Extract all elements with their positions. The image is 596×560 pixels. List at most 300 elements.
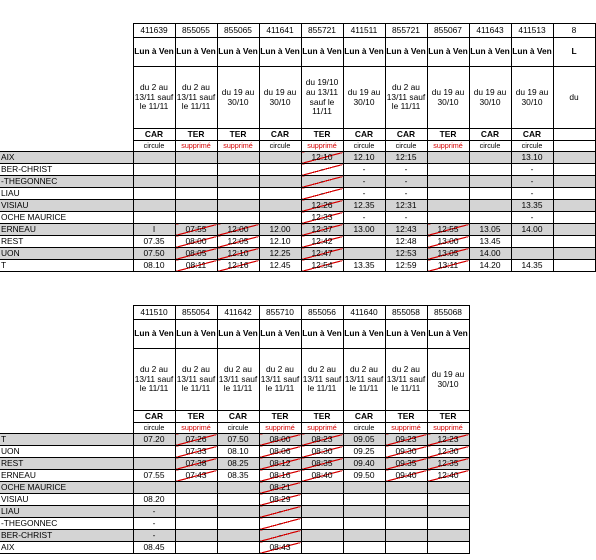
header-spacer (0, 411, 133, 423)
station-row (0, 200, 595, 212)
train-status: circule (217, 423, 259, 434)
train-status: circule (133, 423, 175, 434)
train-days: Lun à Ven (301, 38, 343, 67)
time-cell (553, 176, 595, 188)
time-cell: 13:11 (427, 260, 469, 272)
time-cell (217, 518, 259, 530)
time-cell (553, 224, 595, 236)
time-cell (385, 542, 427, 554)
train-number: 855055 (175, 24, 217, 38)
train-period: du 2 au 13/11 sauf le 11/11 (259, 349, 301, 411)
train-days: Lun à Ven (385, 38, 427, 67)
time-cell: - (259, 518, 301, 530)
station-name: REST (0, 458, 133, 470)
train-period: du 19 au 30/10 (427, 349, 469, 411)
station-row (0, 188, 595, 200)
station-name: VISIAU (0, 200, 133, 212)
time-cell: 07.50 (217, 434, 259, 446)
station-name: LIAU (0, 188, 133, 200)
time-cell: 12.00 (259, 224, 301, 236)
time-cell (301, 518, 343, 530)
time-cell (553, 248, 595, 260)
header-spacer (0, 67, 133, 129)
station-row (0, 530, 469, 542)
time-cell (217, 200, 259, 212)
time-cell: 12:42 (301, 236, 343, 248)
station-row (0, 224, 595, 236)
time-cell: 07:55 (175, 224, 217, 236)
time-cell (511, 248, 553, 260)
time-cell (469, 188, 511, 200)
station-name: OCHE MAURICE (0, 482, 133, 494)
train-type: TER (385, 411, 427, 423)
time-cell (427, 518, 469, 530)
time-cell: 07.35 (133, 236, 175, 248)
time-cell: 12:10 (301, 152, 343, 164)
station-name: LIAU (0, 506, 133, 518)
station-name: BER-CHRIST (0, 164, 133, 176)
station-row (0, 494, 469, 506)
time-cell (259, 164, 301, 176)
time-cell (133, 458, 175, 470)
station-name: ERNEAU (0, 224, 133, 236)
train-days: Lun à Ven (301, 320, 343, 349)
header-spacer (0, 320, 133, 349)
time-cell: 08:12 (259, 458, 301, 470)
train-type: CAR (217, 411, 259, 423)
station-name: T (0, 434, 133, 446)
time-cell (553, 164, 595, 176)
train-period: du 19 au 30/10 (343, 67, 385, 129)
train-status: supprimé (175, 423, 217, 434)
train-number: 411642 (217, 306, 259, 320)
header-spacer (0, 38, 133, 67)
time-cell (343, 518, 385, 530)
time-cell (133, 446, 175, 458)
train-days: Lun à Ven (217, 38, 259, 67)
time-cell: 08:11 (175, 260, 217, 272)
train-status: supprimé (175, 141, 217, 152)
time-cell (553, 236, 595, 248)
time-cell (175, 482, 217, 494)
time-cell: - (259, 530, 301, 542)
time-cell (469, 152, 511, 164)
time-cell (427, 188, 469, 200)
time-cell (427, 200, 469, 212)
time-cell: 12:59 (385, 260, 427, 272)
train-days: Lun à Ven (175, 38, 217, 67)
train-status: supprimé (427, 141, 469, 152)
time-cell (469, 176, 511, 188)
train-number: 8 (553, 24, 595, 38)
time-cell (217, 188, 259, 200)
time-cell: 13.10 (511, 152, 553, 164)
time-cell (259, 188, 301, 200)
time-cell: 08.45 (133, 542, 175, 554)
time-cell (427, 164, 469, 176)
time-cell: 08.20 (133, 494, 175, 506)
train-number: 855068 (427, 306, 469, 320)
time-cell (133, 200, 175, 212)
header-spacer (0, 141, 133, 152)
train-period: du (553, 67, 595, 129)
time-cell (175, 152, 217, 164)
time-cell: 08:05 (175, 248, 217, 260)
station-name: UON (0, 248, 133, 260)
time-cell: 08.35 (217, 470, 259, 482)
train-status: circule (259, 141, 301, 152)
time-cell (301, 542, 343, 554)
station-row (0, 164, 595, 176)
time-cell: 08:00 (259, 434, 301, 446)
time-cell: 08.10 (217, 446, 259, 458)
time-cell: 12:26 (301, 200, 343, 212)
station-name: -THEGONNEC (0, 518, 133, 530)
time-cell: - (301, 164, 343, 176)
time-cell (301, 530, 343, 542)
time-cell: 12:10 (217, 248, 259, 260)
time-cell: 12:47 (301, 248, 343, 260)
header-spacer (0, 24, 133, 38)
time-cell (175, 176, 217, 188)
train-period: du 19 au 30/10 (217, 67, 259, 129)
train-days: Lun à Ven (217, 320, 259, 349)
time-cell: 07.50 (133, 248, 175, 260)
station-row (0, 212, 595, 224)
time-cell: - (343, 164, 385, 176)
train-type: CAR (133, 411, 175, 423)
time-cell: - (511, 188, 553, 200)
station-name: -THEGONNEC (0, 176, 133, 188)
time-cell: 12.25 (259, 248, 301, 260)
time-cell: 08:21 (259, 482, 301, 494)
train-type: TER (175, 411, 217, 423)
time-cell (217, 152, 259, 164)
time-cell: - (511, 164, 553, 176)
time-cell (385, 506, 427, 518)
time-cell (301, 482, 343, 494)
train-status: supprimé (301, 141, 343, 152)
train-status: circule (343, 423, 385, 434)
time-cell (553, 152, 595, 164)
timetable-bottom (0, 305, 470, 554)
station-row (0, 458, 469, 470)
train-days: Lun à Ven (259, 320, 301, 349)
time-cell (343, 248, 385, 260)
time-cell: 08:06 (259, 446, 301, 458)
time-cell: 12:53 (385, 248, 427, 260)
train-status: circule (469, 141, 511, 152)
train-status: circule (511, 141, 553, 152)
time-cell: 12:30 (427, 446, 469, 458)
time-cell: 09:23 (385, 434, 427, 446)
time-cell: 12:00 (217, 224, 259, 236)
station-row (0, 542, 469, 554)
train-period: du 19 au 30/10 (469, 67, 511, 129)
time-cell: 09:35 (385, 458, 427, 470)
train-type: CAR (343, 129, 385, 141)
train-type: TER (259, 411, 301, 423)
train-days: Lun à Ven (133, 38, 175, 67)
time-cell: 13.05 (469, 224, 511, 236)
station-name: REST (0, 236, 133, 248)
time-cell: 12:23 (427, 434, 469, 446)
time-cell: 12:55 (427, 224, 469, 236)
time-cell (427, 530, 469, 542)
time-cell (469, 164, 511, 176)
train-days: Lun à Ven (469, 38, 511, 67)
train-type: CAR (343, 411, 385, 423)
time-cell: 12:35 (427, 458, 469, 470)
time-cell (133, 188, 175, 200)
timetable-top (0, 23, 596, 272)
time-cell (427, 176, 469, 188)
time-cell: 07:43 (175, 470, 217, 482)
time-cell (133, 152, 175, 164)
train-number: 855067 (427, 24, 469, 38)
time-cell (217, 506, 259, 518)
station-row (0, 176, 595, 188)
time-cell: - (301, 188, 343, 200)
train-type: TER (301, 129, 343, 141)
station-name: VISIAU (0, 494, 133, 506)
time-cell (217, 482, 259, 494)
train-days: Lun à Ven (385, 320, 427, 349)
train-type: TER (217, 129, 259, 141)
time-cell: - (385, 176, 427, 188)
time-cell (175, 200, 217, 212)
train-type: CAR (259, 129, 301, 141)
time-cell: - (511, 212, 553, 224)
time-cell (175, 530, 217, 542)
train-days: Lun à Ven (175, 320, 217, 349)
time-cell: 12:05 (217, 236, 259, 248)
train-period: du 2 au 13/11 sauf le 11/11 (133, 67, 175, 129)
train-days: Lun à Ven (511, 38, 553, 67)
train-number: 855054 (175, 306, 217, 320)
station-name: UON (0, 446, 133, 458)
time-cell: - (133, 530, 175, 542)
station-name: BER-CHRIST (0, 530, 133, 542)
train-status: circule (385, 141, 427, 152)
time-cell (259, 212, 301, 224)
train-number: 855065 (217, 24, 259, 38)
time-cell: 09.05 (343, 434, 385, 446)
station-name: OCHE MAURICE (0, 212, 133, 224)
time-cell: 07:26 (175, 434, 217, 446)
time-cell: 14.00 (469, 248, 511, 260)
station-name: T (0, 260, 133, 272)
time-cell: 13.35 (343, 260, 385, 272)
time-cell (343, 482, 385, 494)
time-cell (385, 494, 427, 506)
time-cell (427, 152, 469, 164)
train-period: du 19 au 30/10 (259, 67, 301, 129)
time-cell (385, 518, 427, 530)
time-cell: 13:05 (427, 248, 469, 260)
time-cell (217, 530, 259, 542)
time-cell: 12.35 (343, 200, 385, 212)
train-status: supprimé (259, 423, 301, 434)
time-cell: 13.35 (511, 200, 553, 212)
time-cell (175, 188, 217, 200)
header-spacer (0, 306, 133, 320)
train-days: L (553, 38, 595, 67)
time-cell: 09:30 (385, 446, 427, 458)
time-cell: - (385, 212, 427, 224)
time-cell: 12:16 (217, 260, 259, 272)
station-row (0, 506, 469, 518)
train-status: supprimé (427, 423, 469, 434)
train-period: du 19 au 30/10 (427, 67, 469, 129)
train-number: 411641 (259, 24, 301, 38)
train-period: du 2 au 13/11 sauf le 11/11 (385, 67, 427, 129)
time-cell: - (343, 188, 385, 200)
train-status: supprimé (301, 423, 343, 434)
time-cell: 13.45 (469, 236, 511, 248)
station-row (0, 470, 469, 482)
time-cell (217, 494, 259, 506)
time-cell (133, 176, 175, 188)
time-cell: 08:40 (301, 470, 343, 482)
train-period: du 2 au 13/11 sauf le 11/11 (385, 349, 427, 411)
time-cell (343, 494, 385, 506)
train-period: du 2 au 13/11 sauf le 11/11 (343, 349, 385, 411)
time-cell (427, 506, 469, 518)
train-number: 411640 (343, 306, 385, 320)
train-days: Lun à Ven (343, 38, 385, 67)
time-cell: 08:23 (301, 434, 343, 446)
train-status: circule (343, 141, 385, 152)
station-row (0, 260, 595, 272)
time-cell: 12.10 (343, 152, 385, 164)
time-cell: 08:43 (259, 542, 301, 554)
time-cell (175, 518, 217, 530)
train-status: circule (133, 141, 175, 152)
train-number: 411643 (469, 24, 511, 38)
time-cell (343, 530, 385, 542)
time-cell: 12.45 (259, 260, 301, 272)
time-cell: 14.00 (511, 224, 553, 236)
train-number: 855058 (385, 306, 427, 320)
train-type: CAR (469, 129, 511, 141)
time-cell: 13.00 (343, 224, 385, 236)
time-cell: 07.20 (133, 434, 175, 446)
time-cell (301, 494, 343, 506)
train-number: 411511 (343, 24, 385, 38)
time-cell: 07:38 (175, 458, 217, 470)
time-cell: - (385, 188, 427, 200)
header-spacer (0, 423, 133, 434)
train-number: 855721 (385, 24, 427, 38)
time-cell: I (133, 224, 175, 236)
time-cell: 12:33 (301, 212, 343, 224)
train-period: du 19 au 30/10 (511, 67, 553, 129)
train-days: Lun à Ven (427, 38, 469, 67)
time-cell (511, 236, 553, 248)
time-cell: 08:35 (301, 458, 343, 470)
train-type: CAR (511, 129, 553, 141)
time-cell: - (133, 518, 175, 530)
train-number: 411639 (133, 24, 175, 38)
header-spacer (0, 349, 133, 411)
train-type: CAR (385, 129, 427, 141)
train-number: 855721 (301, 24, 343, 38)
train-type: TER (175, 129, 217, 141)
time-cell: 08.25 (217, 458, 259, 470)
time-cell (175, 494, 217, 506)
time-cell (133, 212, 175, 224)
time-cell (427, 542, 469, 554)
train-number: 855056 (301, 306, 343, 320)
time-cell (343, 542, 385, 554)
time-cell: 09.40 (343, 458, 385, 470)
time-cell: 09.25 (343, 446, 385, 458)
station-row (0, 236, 595, 248)
time-cell: 12:15 (385, 152, 427, 164)
station-name: AIX (0, 152, 133, 164)
time-cell (259, 200, 301, 212)
station-row (0, 482, 469, 494)
time-cell (343, 236, 385, 248)
time-cell: 09.50 (343, 470, 385, 482)
time-cell (259, 176, 301, 188)
train-days: Lun à Ven (343, 320, 385, 349)
time-cell (175, 506, 217, 518)
train-period: du 2 au 13/11 sauf le 11/11 (217, 349, 259, 411)
station-row (0, 152, 595, 164)
time-cell: - (511, 176, 553, 188)
time-cell: 12.10 (259, 236, 301, 248)
station-name: ERNEAU (0, 470, 133, 482)
train-days: Lun à Ven (259, 38, 301, 67)
time-cell: - (301, 176, 343, 188)
train-period: du 19/10 au 13/11 sauf le 11/11 (301, 67, 343, 129)
time-cell (133, 164, 175, 176)
time-cell: - (343, 212, 385, 224)
station-row (0, 446, 469, 458)
time-cell: 07:33 (175, 446, 217, 458)
time-cell: - (259, 506, 301, 518)
time-cell: 14.35 (511, 260, 553, 272)
time-cell: 12:37 (301, 224, 343, 236)
time-cell (553, 212, 595, 224)
time-cell: 12:54 (301, 260, 343, 272)
train-status (553, 141, 595, 152)
time-cell (259, 152, 301, 164)
time-cell (553, 260, 595, 272)
station-row (0, 248, 595, 260)
time-cell (217, 212, 259, 224)
time-cell (427, 482, 469, 494)
train-days: Lun à Ven (133, 320, 175, 349)
train-period: du 2 au 13/11 sauf le 11/11 (301, 349, 343, 411)
station-name: AIX (0, 542, 133, 554)
train-days: Lun à Ven (427, 320, 469, 349)
time-cell: 12:31 (385, 200, 427, 212)
time-cell: 08:16 (259, 470, 301, 482)
train-type: TER (427, 411, 469, 423)
time-cell (553, 200, 595, 212)
train-period: du 2 au 13/11 sauf le 11/11 (133, 349, 175, 411)
train-type: TER (427, 129, 469, 141)
time-cell (553, 188, 595, 200)
time-cell (217, 542, 259, 554)
train-period: du 2 au 13/11 sauf le 11/11 (175, 67, 217, 129)
train-type (553, 129, 595, 141)
time-cell (343, 506, 385, 518)
time-cell (217, 164, 259, 176)
